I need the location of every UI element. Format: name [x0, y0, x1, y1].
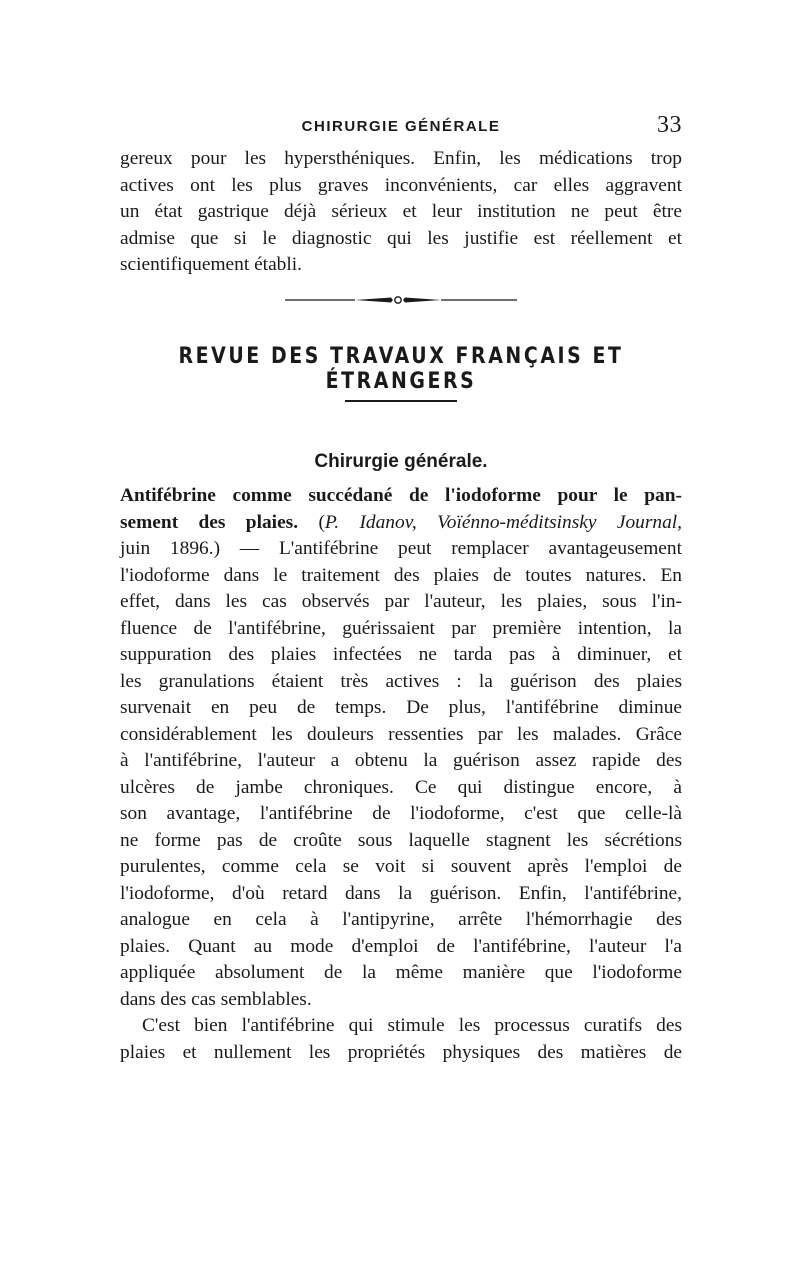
text-line: purulentes, comme cela se voit si souvent après l'emploi de [120, 856, 682, 877]
citation-journal: Voïénno-méditsinsky Journal, [416, 511, 683, 533]
citation-author: P. Idanov, [324, 511, 417, 533]
text-line: gereux pour les hypersthéniques. Enfin, les médications trop [120, 148, 682, 169]
article-paragraph [120, 483, 682, 1066]
intro-paragraph [120, 146, 682, 279]
text-line: actives ont les plus graves inconvénients, car elles aggravent [120, 174, 682, 196]
text-line: C'est bien l'antifébrine qui stimule les processus curatifs des [142, 1015, 682, 1036]
text-line: fluence de l'antifébrine, guérissaient par première intention, la [120, 617, 682, 639]
running-head [120, 112, 682, 142]
text-line: à l'antifébrine, l'auteur a obtenu la guérison assez rapide des [120, 750, 682, 771]
text-line: effet, dans les cas observés par l'auteur, les plaies, sous l'in- [120, 591, 682, 612]
text-line: ulcères de jambe chroniques. Ce qui distingue encore, à [120, 776, 682, 798]
text-line: juin 1896.) — L'antifébrine peut remplacer avantageusement [120, 538, 682, 559]
text-line: un état gastrique déjà sérieux et leur institution ne peut être [120, 201, 682, 222]
text-line: dans des cas semblables. [120, 988, 312, 1010]
text-line: l'iodoforme dans le traitement des plaies de toutes natures. En [120, 564, 682, 586]
text-line: considérablement les douleurs ressenties par les malades. Grâce [120, 723, 682, 745]
article-title: Antifébrine comme succédané de l'iodoforme pour le pan- [120, 485, 682, 506]
running-title: CHIRURGIE GÉNÉRALE [301, 118, 501, 135]
text-line: scientifiquement établi. [120, 254, 302, 275]
text-line: suppuration des plaies infectées ne tarda pas à diminuer, et [120, 644, 682, 665]
text-line: son avantage, l'antifébrine de l'iodoforme, c'est que celle-là [120, 803, 682, 824]
text-line: ne forme pas de croûte sous laquelle stagnent les sécrétions [120, 829, 682, 851]
heading-rule [345, 400, 457, 402]
text-line: les granulations étaient très actives : la guérison des plaies [120, 670, 682, 692]
page-number: 33 [657, 112, 682, 138]
text-line [120, 483, 682, 510]
text-line: survenait en peu de temps. De plus, l'antifébrine diminue [120, 697, 682, 718]
ornament-divider [285, 290, 517, 310]
section-heading: REVUE DES TRAVAUX FRANÇAIS ET ÉTRANGERS [178, 344, 624, 394]
article-title: sement des plaies. [120, 511, 299, 533]
text-line [120, 510, 682, 537]
text-line: appliquée absolument de la même manière que l'iodoforme [120, 962, 682, 983]
citation-paren: ( [298, 511, 325, 533]
text-line: admise que si le diagnostic qui les justifie est réellement et [120, 227, 682, 249]
text-line: plaies. Quant au mode d'emploi de l'antifébrine, l'auteur l'a [120, 935, 682, 957]
text-line: plaies et nullement les propriétés physiques des matières de [120, 1041, 682, 1063]
text-line: l'iodoforme, d'où retard dans la guérison. Enfin, l'antifébrine, [120, 882, 682, 904]
subsection-heading: Chirurgie générale. [314, 451, 488, 472]
text-line: analogue en cela à l'antipyrine, arrête l'hémorrhagie des [120, 909, 682, 930]
